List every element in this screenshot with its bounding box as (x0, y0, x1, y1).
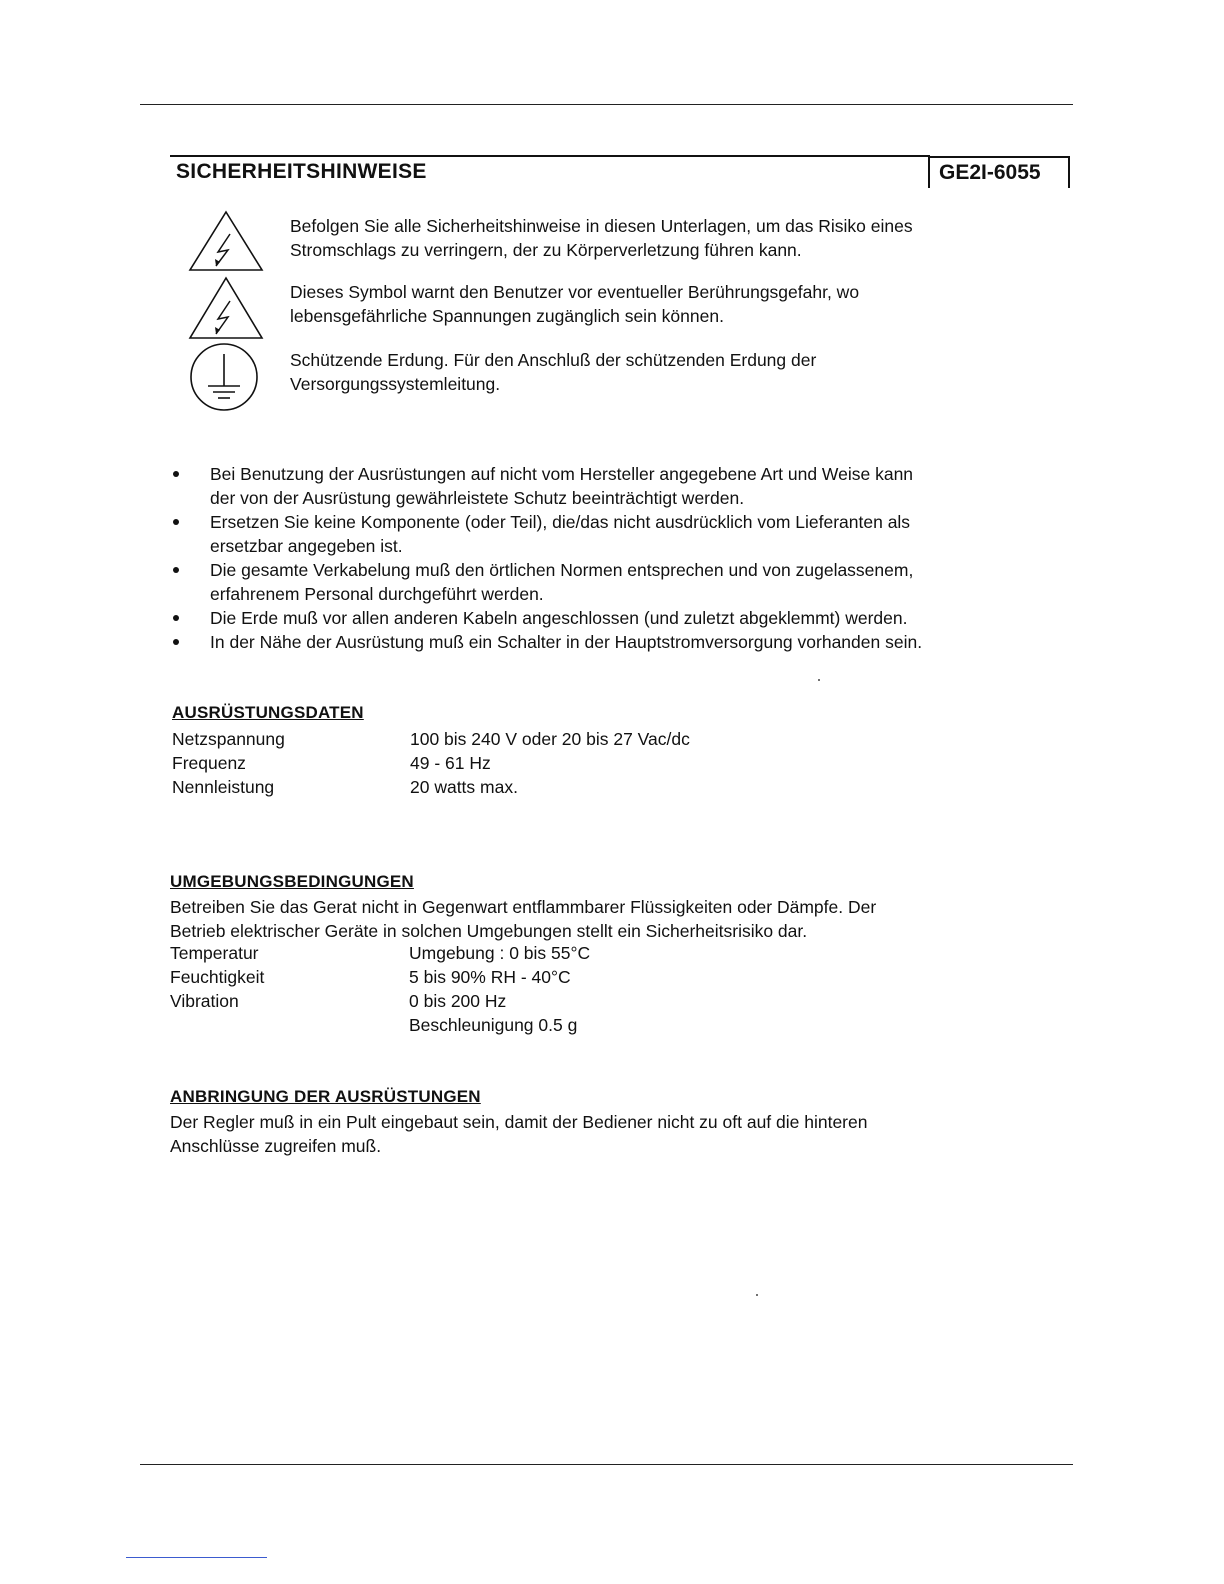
spec-label: Netzspannung (172, 729, 285, 749)
environment-heading: UMGEBUNGSBEDINGUNGEN (170, 872, 414, 891)
text-line: ersetzbar angegeben ist. (210, 536, 403, 556)
mounting-text (170, 1110, 1070, 1158)
text-line: Die Erde muß vor allen anderen Kabeln angeschlossen (und zuletzt abgeklemmt) werden. (210, 608, 908, 628)
environment-text (170, 895, 1070, 943)
scan-speck (818, 679, 820, 681)
text-line: Betreiben Sie das Gerat nicht in Gegenwart entflammbarer Flüssigkeiten oder Dämpfe. Der (170, 897, 877, 917)
list-item (170, 510, 1070, 558)
list-item (170, 462, 1070, 510)
text-line: Bei Benutzung der Ausrüstungen auf nicht vom Hersteller angegebene Art und Weise kann (210, 464, 914, 484)
scan-speck (756, 1294, 758, 1296)
text-line: Der Regler muß in ein Pult eingebaut sein, damit der Bediener nicht zu oft auf die hinteren (170, 1112, 868, 1132)
page-title: SICHERHEITSHINWEISE (176, 160, 427, 183)
document-number-box (928, 156, 1070, 188)
bullet-icon (173, 567, 179, 573)
bullet-icon (173, 639, 179, 645)
footer-rule (126, 1557, 267, 1558)
text-line: Die gesamte Verkabelung muß den örtlichen Normen entsprechen und von zugelassenem, (210, 560, 914, 580)
spec-label (170, 1013, 264, 1037)
spec-value: Beschleunigung 0.5 g (409, 1015, 578, 1035)
title-underline (170, 155, 930, 157)
text-line: Dieses Symbol warnt den Benutzer vor eventueller Berührungsgefahr, wo (290, 282, 860, 302)
mounting-heading: ANBRINGUNG DER AUSRÜSTUNGEN (170, 1087, 481, 1106)
spec-label: Vibration (170, 991, 239, 1011)
text-line: In der Nähe der Ausrüstung muß ein Schalter in der Hauptstromversorgung vorhanden sein. (210, 632, 923, 652)
spec-label: Nennleistung (172, 777, 275, 797)
spec-value: 20 watts max. (410, 777, 518, 797)
spec-value: 0 bis 200 Hz (409, 991, 507, 1011)
text-line: Anschlüsse zugreifen muß. (170, 1136, 382, 1156)
electric-shock-warning-icon (188, 210, 264, 277)
spec-value: 5 bis 90% RH - 40°C (409, 967, 571, 987)
text-line: Ersetzen Sie keine Komponente (oder Teil), die/das nicht ausdrücklich vom Lieferanten als (210, 512, 911, 532)
bullet-icon (173, 615, 179, 621)
equipment-data-values (410, 727, 690, 799)
safety-bullet-list (170, 462, 1070, 654)
text-line: Befolgen Sie alle Sicherheitshinweise in diesen Unterlagen, um das Risiko eines (290, 216, 913, 236)
list-item (170, 558, 1070, 606)
spec-label: Frequenz (172, 753, 246, 773)
text-line: lebensgefährliche Spannungen zugänglich sein können. (290, 305, 724, 326)
spec-label: Feuchtigkeit (170, 967, 265, 987)
environment-labels (170, 941, 264, 1037)
text-line: erfahrenem Personal durchgeführt werden. (210, 584, 544, 604)
spec-label: Temperatur (170, 943, 259, 963)
document-number: GE2I-6055 (939, 161, 1041, 184)
high-voltage-warning-icon (188, 276, 264, 345)
spec-value: Umgebung : 0 bis 55°C (409, 943, 591, 963)
top-rule (140, 104, 1073, 105)
bullet-icon (173, 519, 179, 525)
spec-value: 49 - 61 Hz (410, 753, 491, 773)
text-line: Schützende Erdung. Für den Anschluß der schützenden Erdung der (290, 350, 817, 370)
environment-values (409, 941, 590, 1037)
warning-paragraph-1 (290, 215, 1050, 262)
equipment-data-labels (172, 727, 285, 799)
list-item (170, 606, 1070, 630)
protective-earth-icon (186, 342, 262, 417)
warning-paragraph-2 (290, 281, 1050, 328)
text-line: Versorgungssystemleitung. (290, 373, 501, 394)
text-line: der von der Ausrüstung gewährleistete Schutz beeinträchtigt werden. (210, 488, 745, 508)
warning-paragraph-3 (290, 349, 1050, 396)
equipment-data-heading: AUSRÜSTUNGSDATEN (172, 703, 364, 722)
bullet-icon (173, 471, 179, 477)
list-item (170, 630, 1070, 654)
bottom-rule (140, 1464, 1073, 1465)
text-line: Betrieb elektrischer Geräte in solchen Umgebungen stellt ein Sicherheitsrisiko dar. (170, 921, 808, 941)
spec-value: 100 bis 240 V oder 20 bis 27 Vac/dc (410, 729, 690, 749)
text-line: Stromschlags zu verringern, der zu Körperverletzung führen kann. (290, 239, 802, 260)
